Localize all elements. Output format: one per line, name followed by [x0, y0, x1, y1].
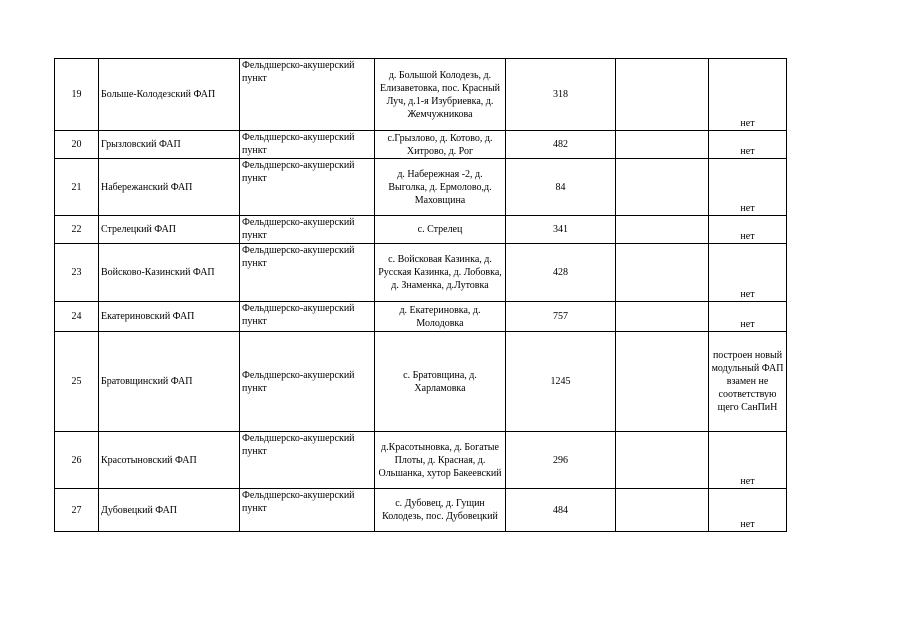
- empty-cell: [616, 489, 709, 532]
- note: построен новый модульный ФАП взамен не соответствую щего СанПиН: [709, 332, 787, 432]
- empty-cell: [616, 302, 709, 332]
- fap-name: Екатериновский ФАП: [99, 302, 240, 332]
- row-number: 22: [55, 216, 99, 244]
- note: нет: [709, 432, 787, 489]
- fap-type: Фельдшерско-акушерский пункт: [240, 131, 375, 159]
- served-settlements: с. Стрелец: [375, 216, 506, 244]
- row-number: 27: [55, 489, 99, 532]
- table-row: [55, 332, 787, 432]
- population: 484: [506, 489, 616, 532]
- row-number: 25: [55, 332, 99, 432]
- empty-cell: [616, 244, 709, 302]
- note: нет: [709, 244, 787, 302]
- empty-cell: [616, 131, 709, 159]
- empty-cell: [616, 59, 709, 131]
- fap-name: Грызловский ФАП: [99, 131, 240, 159]
- note: нет: [709, 159, 787, 216]
- empty-cell: [616, 332, 709, 432]
- note: нет: [709, 59, 787, 131]
- population: 318: [506, 59, 616, 131]
- note: нет: [709, 216, 787, 244]
- fap-name: Стрелецкий ФАП: [99, 216, 240, 244]
- fap-type: Фельдшерско-акушерский пункт: [240, 489, 375, 532]
- row-number: 24: [55, 302, 99, 332]
- fap-type: Фельдшерско-акушерский пункт: [240, 59, 375, 131]
- table-row: [55, 302, 787, 332]
- row-number: 23: [55, 244, 99, 302]
- table-row: [55, 131, 787, 159]
- fap-name: Набережанский ФАП: [99, 159, 240, 216]
- table-row: [55, 216, 787, 244]
- served-settlements: с. Братовщина, д. Харламовка: [375, 332, 506, 432]
- served-settlements: д.Красотыновка, д. Богатые Плоты, д. Красная, д. Ольшанка, хутор Бакеевский: [375, 432, 506, 489]
- fap-type: Фельдшерско-акушерский пункт: [240, 302, 375, 332]
- table-row: [55, 159, 787, 216]
- empty-cell: [616, 432, 709, 489]
- fap-type: Фельдшерско-акушерский пункт: [240, 432, 375, 489]
- note: нет: [709, 302, 787, 332]
- fap-type: Фельдшерско-акушерский пункт: [240, 332, 375, 432]
- population: 757: [506, 302, 616, 332]
- fap-name: Войсково-Казинский ФАП: [99, 244, 240, 302]
- fap-name: Красотыновский ФАП: [99, 432, 240, 489]
- population: 296: [506, 432, 616, 489]
- row-number: 19: [55, 59, 99, 131]
- row-number: 26: [55, 432, 99, 489]
- served-settlements: д. Набережная -2, д. Выголка, д. Ермолово,д. Маховщина: [375, 159, 506, 216]
- note: нет: [709, 131, 787, 159]
- population: 341: [506, 216, 616, 244]
- served-settlements: д. Екатериновка, д. Молодовка: [375, 302, 506, 332]
- fap-name: Братовщинский ФАП: [99, 332, 240, 432]
- table-row: [55, 244, 787, 302]
- served-settlements: с. Войсковая Казинка, д. Русская Казинка, д. Лобовка, д. Знаменка, д.Лутовка: [375, 244, 506, 302]
- note: нет: [709, 489, 787, 532]
- fap-type: Фельдшерско-акушерский пункт: [240, 244, 375, 302]
- table-row: [55, 432, 787, 489]
- fap-type: Фельдшерско-акушерский пункт: [240, 159, 375, 216]
- empty-cell: [616, 216, 709, 244]
- fap-name: Дубовецкий ФАП: [99, 489, 240, 532]
- empty-cell: [616, 159, 709, 216]
- population: 1245: [506, 332, 616, 432]
- table-row: [55, 489, 787, 532]
- population: 84: [506, 159, 616, 216]
- served-settlements: с. Дубовец, д. Гущин Колодезь, пос. Дубовецкий: [375, 489, 506, 532]
- row-number: 20: [55, 131, 99, 159]
- population: 482: [506, 131, 616, 159]
- fap-table: [54, 58, 787, 532]
- served-settlements: д. Большой Колодезь, д. Елизаветовка, пос. Красный Луч, д.1-я Изубриевка, д. Жемчужникова: [375, 59, 506, 131]
- fap-type: Фельдшерско-акушерский пункт: [240, 216, 375, 244]
- table-row: [55, 59, 787, 131]
- row-number: 21: [55, 159, 99, 216]
- served-settlements: с.Грызлово, д. Котово, д. Хитрово, д. Рог: [375, 131, 506, 159]
- fap-name: Больше-Колодезский ФАП: [99, 59, 240, 131]
- population: 428: [506, 244, 616, 302]
